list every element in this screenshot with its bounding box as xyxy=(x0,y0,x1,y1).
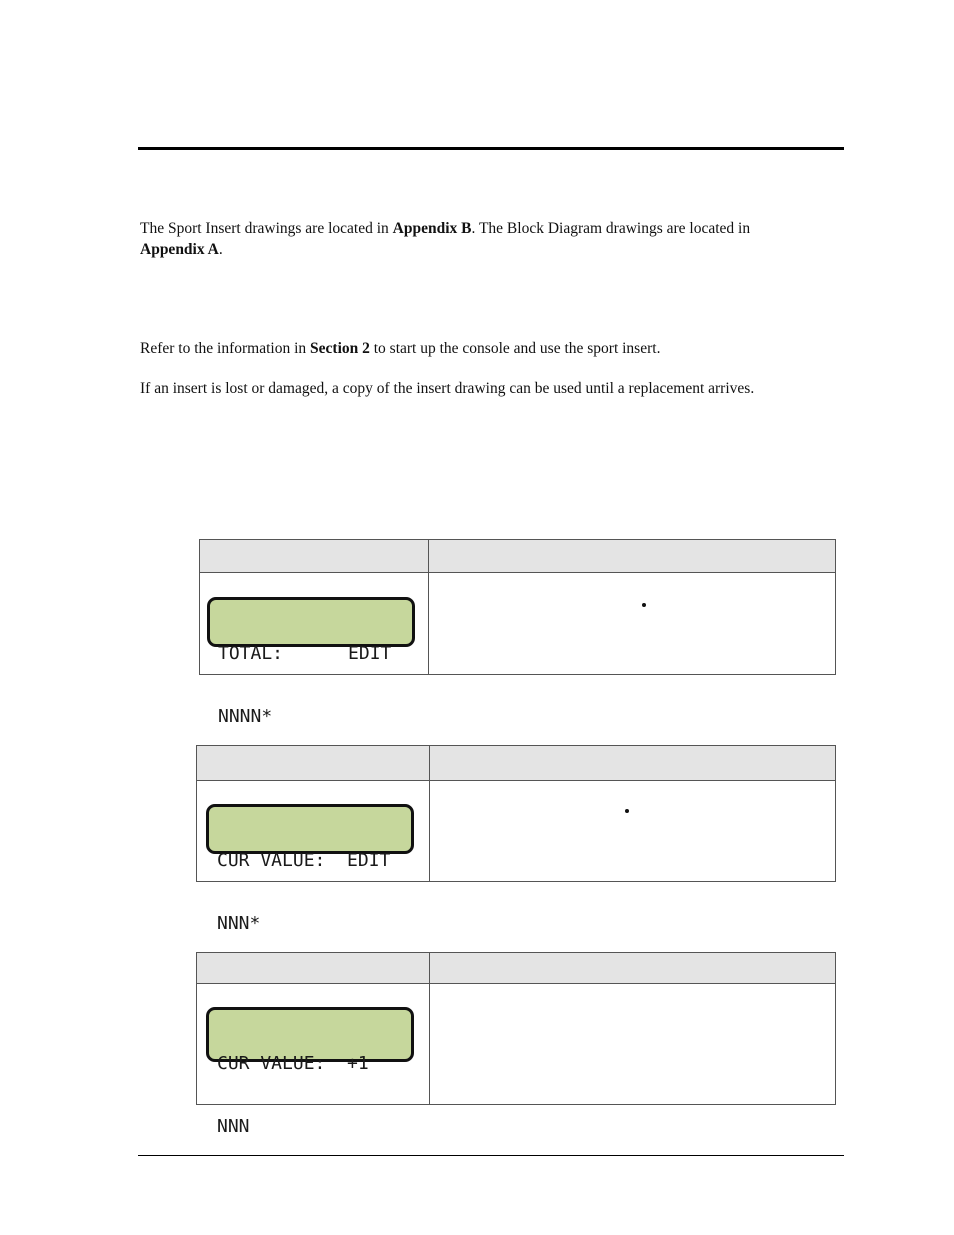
bullet-dot xyxy=(642,603,646,607)
lcd-line-2: NNNN* xyxy=(218,706,273,727)
lcd-display xyxy=(206,804,414,934)
lcd-display xyxy=(207,597,415,727)
lcd-table-3 xyxy=(196,952,836,1137)
lcd-display xyxy=(206,1007,414,1137)
lcd-line-1: CUR VALUE: +1 xyxy=(217,1053,369,1074)
lcd-table-1 xyxy=(199,539,836,727)
lost-insert-paragraph: If an insert is lost or damaged, a copy of the insert drawing can be used until a replacement arrives. xyxy=(140,380,755,397)
refer-paragraph: Refer to the information in Section 2 to start up the console and use the sport insert. xyxy=(140,340,661,357)
lcd-line-2: NNN xyxy=(217,1116,250,1137)
lcd-line-1: TOTAL: EDIT xyxy=(218,643,392,664)
bullet-dot xyxy=(625,809,629,813)
lcd-line-1: CUR VALUE: EDIT xyxy=(217,850,391,871)
lcd-line-2: NNN* xyxy=(217,913,261,934)
bottom-rule xyxy=(138,1155,844,1156)
top-rule xyxy=(138,147,844,150)
intro-paragraph: The Sport Insert drawings are located in Appendix B. The Block Diagram drawings are located in Appendix A. xyxy=(140,220,751,258)
lcd-table-2 xyxy=(196,745,836,934)
